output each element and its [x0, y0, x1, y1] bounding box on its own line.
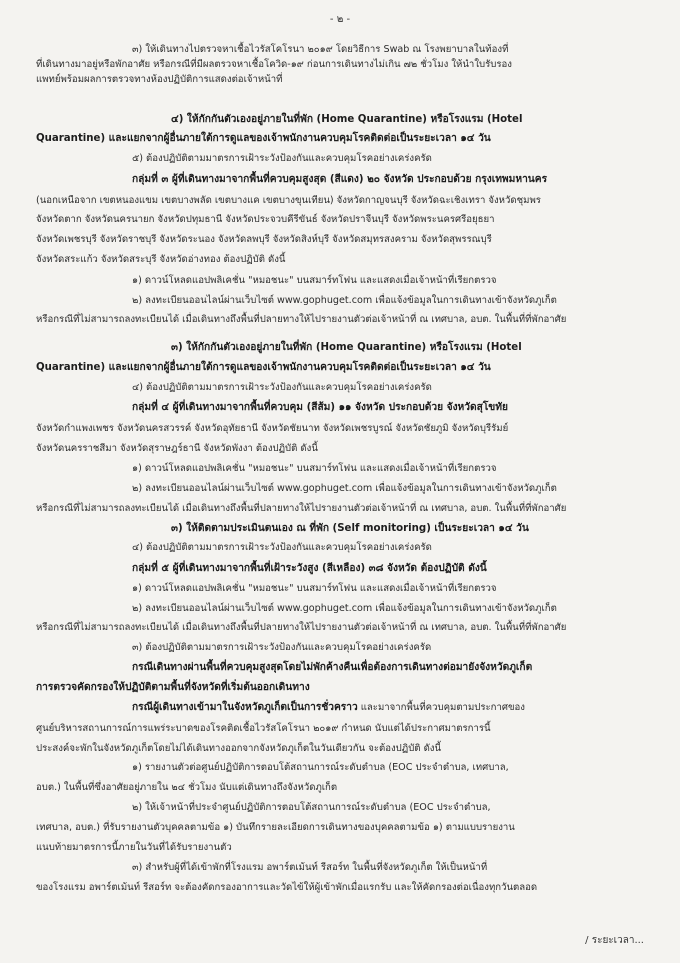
- text-line: (นอกเหนือจาก เขตหนองแขม เขตบางพลัด เขตบางแค เขตบางขุนเทียน) จังหวัดกาญจนบุรี จังหวัดฉะเชิงเทรา จังหวัดชุมพร: [36, 195, 541, 206]
- text-line: แพทย์พร้อมผลการตรวจทางห้องปฏิบัติการแสดงต่อเจ้าหน้าที่: [36, 74, 283, 85]
- text-line: กรณีเดินทางผ่านพื้นที่ควบคุมสูงสุดโดยไม่พักค้างคืนเพื่อต้องการเดินทางต่อมายังจังหวัดภูเก็ต: [132, 662, 533, 673]
- text-line: ๑) ดาวน์โหลดแอปพลิเคชั่น "หมอชนะ" บนสมาร์ทโฟน และแสดงเมื่อเจ้าหน้าที่เรียกตรวจ: [132, 463, 497, 474]
- text-line: หรือกรณีที่ไม่สามารถลงทะเบียนได้ เมื่อเดินทางถึงพื้นที่ปลายทางให้ไปรายงานตัวต่อเจ้าหน้าที่ ณ เทศบาล, อบต. ในพื้นที่ที่พักอาศัย: [36, 314, 567, 325]
- text-line: หรือกรณีที่ไม่สามารถลงทะเบียนได้ เมื่อเดินทางถึงพื้นที่ปลายทางให้ไปรายงานตัวต่อเจ้าหน้าที่ ณ เทศบาล, อบต. ในพื้นที่ที่พักอาศัย: [36, 503, 567, 514]
- text-line: ศูนย์บริหารสถานการณ์การแพร่ระบาดของโรคติดเชื้อไวรัสโคโรนา ๒๐๑๙ กำหนด นับแต่ได้ประกาศมาตรการนี้: [36, 723, 491, 734]
- text-line: ประสงค์จะพักในจังหวัดภูเก็ตโดยไม่ได้เดินทางออกจากจังหวัดภูเก็ตในวันเดียวกัน จะต้องปฏิบัติ ดังนี้: [36, 743, 442, 754]
- text-line: จังหวัดเพชรบุรี จังหวัดราชบุรี จังหวัดระนอง จังหวัดลพบุรี จังหวัดสิงห์บุรี จังหวัดสมุทรสงคราม จังหวัดสุพรรณบุรี: [36, 234, 492, 245]
- text-line: จังหวัดสระแก้ว จังหวัดสระบุรี จังหวัดอ่างทอง ต้องปฏิบัติ ดังนี้: [36, 254, 286, 265]
- text-line: จังหวัดนครราชสีมา จังหวัดสุราษฎร์ธานี จังหวัดพังงา ต้องปฏิบัติ ดังนี้: [36, 443, 318, 454]
- text-line: ๓) ให้กักกันตัวเองอยู่ภายในที่พัก (Home Quarantine) หรือโรงแรม (Hotel: [171, 342, 522, 353]
- text-line: แนบท้ายมาตรการนี้ภายในวันที่ได้รับรายงานตัว: [36, 842, 232, 853]
- text-line: ๓) สำหรับผู้ที่ได้เข้าพักที่โรงแรม อพาร์ตเม้นท์ รีสอร์ท ในพื้นที่จังหวัดภูเก็ต ให้เป็นหน้าที่: [132, 862, 488, 873]
- text-line: ๔) ต้องปฏิบัติตามมาตรการเฝ้าระวังป้องกันและควบคุมโรคอย่างเคร่งครัด: [132, 382, 432, 393]
- text-line: จังหวัดกำแพงเพชร จังหวัดนครสวรรค์ จังหวัดอุทัยธานี จังหวัดชัยนาท จังหวัดเพชรบูรณ์ จังหวัดชัยภูมิ จังหวัดบุรีรัมย์: [36, 423, 509, 434]
- text-line: ๑) ดาวน์โหลดแอปพลิเคชั่น "หมอชนะ" บนสมาร์ทโฟน และแสดงเมื่อเจ้าหน้าที่เรียกตรวจ: [132, 583, 497, 594]
- text-line: Quarantine) และแยกจากผู้อื่นภายใต้การดูแลของเจ้าพนักงานควบคุมโรคติดต่อเป็นระยะเวลา ๑๔ วัน: [36, 362, 491, 373]
- text-line: ๕) ต้องปฏิบัติตามมาตรการเฝ้าระวังป้องกันและควบคุมโรคอย่างเคร่งครัด: [132, 153, 432, 164]
- page-number: - ๒ -: [329, 14, 351, 25]
- text-line: ๒) ลงทะเบียนออนไลน์ผ่านเว็บไซต์ www.gophuget.com เพื่อแจ้งข้อมูลในการเดินทางเข้าจังหวัดภูเก็ต: [132, 483, 557, 494]
- text-line: ๓) ให้เดินทางไปตรวจหาเชื้อไวรัสโคโรนา ๒๐๑๙ โดยวิธีการ Swab ณ โรงพยาบาลในท้องที่: [132, 44, 509, 55]
- text-line: ๒) ลงทะเบียนออนไลน์ผ่านเว็บไซต์ www.gophuget.com เพื่อแจ้งข้อมูลในการเดินทางเข้าจังหวัดภูเก็ต: [132, 295, 557, 306]
- text-line: หรือกรณีที่ไม่สามารถลงทะเบียนได้ เมื่อเดินทางถึงพื้นที่ปลายทางให้ไปรายงานตัวต่อเจ้าหน้าที่ ณ เทศบาล, อบต. ในพื้นที่ที่พักอาศัย: [36, 622, 567, 633]
- text-line: กลุ่มที่ ๓ ผู้ที่เดินทางมาจากพื้นที่ควบคุมสูงสุด (สีแดง) ๒๐ จังหวัด ประกอบด้วย กรุงเทพมหานคร: [132, 174, 548, 185]
- text-line: ๑) รายงานตัวต่อศูนย์ปฏิบัติการตอบโต้สถานการณ์ระดับตำบล (EOC ประจำตำบล, เทศบาล,: [132, 762, 509, 773]
- text-line: ของโรงแรม อพาร์ตเม้นท์ รีสอร์ท จะต้องคัดกรองอาการและวัดไข้ให้ผู้เข้าพักเมื่อแรกรับ และให้คัดกรองต่อเนื่องทุกวันตลอด: [36, 882, 538, 893]
- text-line: ๒) ลงทะเบียนออนไลน์ผ่านเว็บไซต์ www.gophuget.com เพื่อแจ้งข้อมูลในการเดินทางเข้าจังหวัดภูเก็ต: [132, 603, 557, 614]
- text-line: ๔) ให้กักกันตัวเองอยู่ภายในที่พัก (Home Quarantine) หรือโรงแรม (Hotel: [171, 114, 523, 125]
- text-line: กรณีผู้เดินทางเข้ามาในจังหวัดภูเก็ตเป็นการชั่วคราว และมาจากพื้นที่ควบคุมตามประกาศของ: [132, 702, 525, 713]
- text-line: ๓) ให้ติดตามประเมินตนเอง ณ ที่พัก (Self monitoring) เป็นระยะเวลา ๑๔ วัน: [171, 523, 529, 534]
- text-line: อบต.) ในพื้นที่ซึ่งอาศัยอยู่ภายใน ๒๔ ชั่วโมง นับแต่เดินทางถึงจังหวัดภูเก็ต: [36, 782, 338, 793]
- text-line: ที่เดินทางมาอยู่หรือพักอาศัย หรือกรณีที่มีผลตรวจหาเชื้อโควิด-๑๙ ก่อนการเดินทางไม่เกิน ๗๒ ชั่วโมง ให้นำใบรับรอง: [36, 59, 512, 70]
- text-line: ๑) ดาวน์โหลดแอปพลิเคชั่น "หมอชนะ" บนสมาร์ทโฟน และแสดงเมื่อเจ้าหน้าที่เรียกตรวจ: [132, 275, 497, 286]
- text-line: ๒) ให้เจ้าหน้าที่ประจำศูนย์ปฏิบัติการตอบโต้สถานการณ์ระดับตำบล (EOC ประจำตำบล,: [132, 802, 491, 813]
- text-line: การตรวจคัดกรองให้ปฏิบัติตามพื้นที่จังหวัดที่เริ่มต้นออกเดินทาง: [36, 682, 310, 693]
- text-line: เทศบาล, อบต.) ที่รับรายงานตัวบุคคลตามข้อ ๑) บันทึกรายละเอียดการเดินทางของบุคคลตามข้อ ๑) ตามแบบรายงาน: [36, 822, 515, 833]
- continuation-footer: / ระยะเวลา...: [585, 935, 644, 946]
- text-line: จังหวัดตาก จังหวัดนครนายก จังหวัดปทุมธานี จังหวัดประจวบคีรีขันธ์ จังหวัดปราจีนบุรี จังหวัดพระนครศรีอยุธยา: [36, 214, 495, 225]
- text-line: กลุ่มที่ ๕ ผู้ที่เดินทางมาจากพื้นที่เฝ้าระวังสูง (สีเหลือง) ๓๘ จังหวัด ต้องปฏิบัติ ดังนี้: [132, 563, 487, 574]
- text-line: ๓) ต้องปฏิบัติตามมาตรการเฝ้าระวังป้องกันและควบคุมโรคอย่างเคร่งครัด: [132, 642, 432, 653]
- text-line: ๔) ต้องปฏิบัติตามมาตรการเฝ้าระวังป้องกันและควบคุมโรคอย่างเคร่งครัด: [132, 542, 432, 553]
- text-line: กลุ่มที่ ๔ ผู้ที่เดินทางมาจากพื้นที่ควบคุม (สีส้ม) ๑๑ จังหวัด ประกอบด้วย จังหวัดสุโขทัย: [132, 402, 508, 413]
- text-line: Quarantine) และแยกจากผู้อื่นภายใต้การดูแลของเจ้าพนักงานควบคุมโรคติดต่อเป็นระยะเวลา ๑๔ วัน: [36, 133, 491, 144]
